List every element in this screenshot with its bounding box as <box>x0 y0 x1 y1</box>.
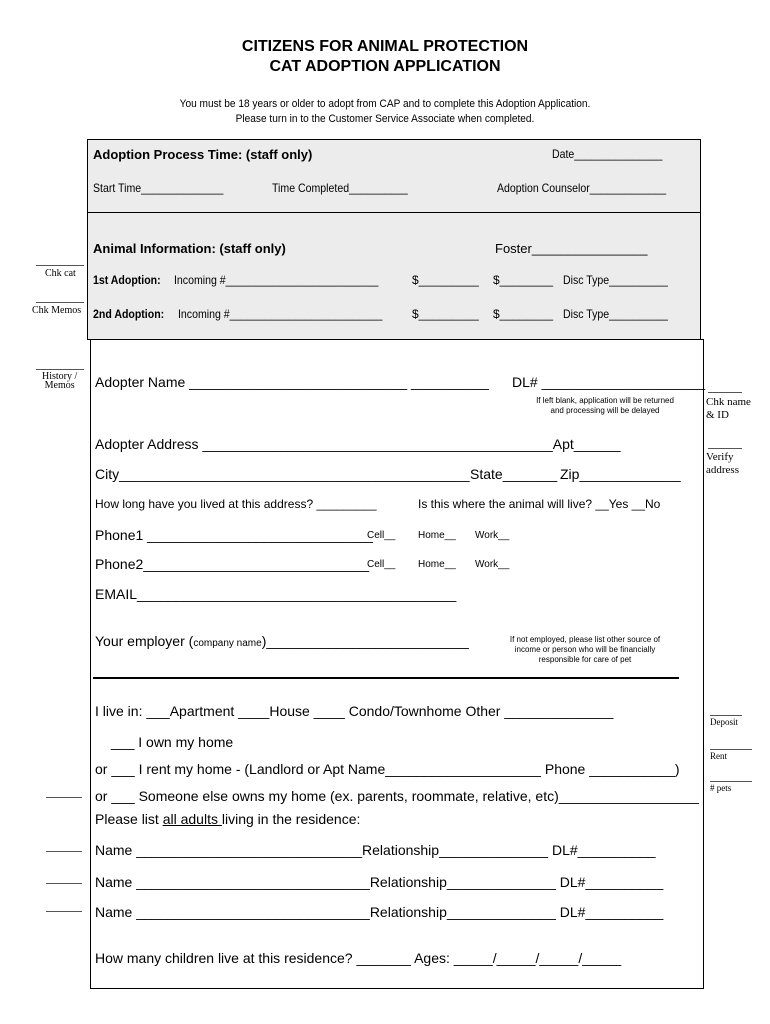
history-line <box>36 369 84 370</box>
phone2-work-option[interactable]: Work__ <box>475 559 510 570</box>
first-disc-type-field[interactable]: Disc Type__________ <box>563 273 668 287</box>
rent-home-option[interactable]: or ___ I rent my home - (Landlord or Apt Name____________________ Phone ___________) <box>95 761 680 777</box>
how-long-field[interactable]: How long have you lived at this address? _________ <box>95 497 377 511</box>
phone1-home-option[interactable]: Home__ <box>418 530 456 541</box>
resident-3-check-line <box>46 911 82 912</box>
animal-live-here-question[interactable]: Is this where the animal will live? __Yes __No <box>418 497 661 511</box>
phone1-field[interactable]: Phone1 _____________________________ <box>95 527 373 543</box>
adopter-name-field[interactable]: Adopter Name ____________________________ __________ <box>95 374 489 390</box>
first-adoption-label: 1st Adoption: <box>93 273 161 287</box>
first-amount2-field[interactable]: $________ <box>493 273 554 287</box>
chk-cat-line <box>36 265 84 266</box>
email-field[interactable]: EMAIL_________________________________________ <box>95 586 457 602</box>
chk-memos-note: Chk Memos <box>32 305 82 316</box>
someone-else-owns-option[interactable]: or ___ Someone else owns my home (ex. parents, roommate, relative, etc)__________________ <box>95 788 699 804</box>
first-amount-field[interactable]: $_________ <box>412 273 479 287</box>
phone1-cell-option[interactable]: Cell__ <box>367 530 396 541</box>
second-incoming-field[interactable]: Incoming #__________________________ <box>178 307 383 321</box>
phone2-cell-option[interactable]: Cell__ <box>367 559 396 570</box>
chk-memos-line <box>36 302 84 303</box>
form-title: CITIZENS FOR ANIMAL PROTECTION <box>241 38 529 55</box>
history-memos-note: History / Memos <box>42 371 78 391</box>
second-amount-field[interactable]: $_________ <box>412 307 479 321</box>
adopter-address-field[interactable]: Adopter Address _____________________________________________Apt______ <box>95 436 621 452</box>
turn-in-note: Please turn in to the Customer Service Associate when completed. <box>235 113 535 125</box>
second-adoption-label: 2nd Adoption: <box>93 307 165 321</box>
children-count-field[interactable]: How many children live at this residence? _______ Ages: _____/_____/_____/_____ <box>95 950 622 966</box>
employer-note: If not employed, please list other source of income or person who will be financially responsible for care of pet <box>509 635 661 664</box>
someone-else-check-line <box>46 797 82 798</box>
rent-line <box>710 749 752 750</box>
second-amount2-field[interactable]: $________ <box>493 307 554 321</box>
verify-address-line <box>708 448 742 449</box>
process-heading: Adoption Process Time: (staff only) <box>93 147 313 162</box>
dl-field[interactable]: DL# _____________________ <box>512 374 706 390</box>
employer-field[interactable]: Your employer (company name)__________________________ <box>95 633 469 649</box>
residence-type-options[interactable]: I live in: ___Apartment ____House ____ Condo/Townhome Other ______________ <box>95 703 614 719</box>
deposit-line <box>710 715 742 716</box>
time-completed-field[interactable]: Time Completed__________ <box>272 181 408 195</box>
city-field[interactable]: City_____________________________________________ <box>95 466 470 482</box>
resident-3-row[interactable]: Name ______________________________Relationship______________ DL#__________ <box>95 904 664 920</box>
chk-name-line <box>708 392 742 393</box>
own-home-option[interactable]: ___ I own my home <box>111 734 234 750</box>
deposit-note: Deposit <box>710 717 738 727</box>
pets-count-note: # pets <box>710 783 732 793</box>
animal-heading: Animal Information: (staff only) <box>93 241 286 256</box>
dl-note: If left blank, application will be returned and processing will be delayed <box>536 396 674 415</box>
phone2-home-option[interactable]: Home__ <box>418 559 456 570</box>
state-field[interactable]: State_______ <box>470 466 558 482</box>
foster-field[interactable]: Foster________________ <box>495 241 648 256</box>
second-disc-type-field[interactable]: Disc Type__________ <box>563 307 668 321</box>
section-divider <box>93 677 679 679</box>
start-time-field[interactable]: Start Time______________ <box>93 181 224 195</box>
resident-1-check-line <box>46 851 82 852</box>
resident-2-check-line <box>46 883 82 884</box>
resident-1-row[interactable]: Name _____________________________Relationship______________ DL#__________ <box>95 842 656 858</box>
verify-address-note: Verify address <box>706 451 739 476</box>
chk-cat-note: Chk cat <box>45 268 76 279</box>
rent-note: Rent <box>710 751 727 761</box>
form-subtitle: CAT ADOPTION APPLICATION <box>269 58 501 75</box>
first-incoming-field[interactable]: Incoming #__________________________ <box>174 273 379 287</box>
pets-line <box>710 781 752 782</box>
zip-field[interactable]: Zip_____________ <box>560 466 681 482</box>
adoption-counselor-field[interactable]: Adoption Counselor_____________ <box>497 181 667 195</box>
age-requirement-note: You must be 18 years or older to adopt from CAP and to complete this Adoption Application. <box>179 98 591 110</box>
resident-2-row[interactable]: Name ______________________________Relationship______________ DL#__________ <box>95 874 664 890</box>
phone1-work-option[interactable]: Work__ <box>475 530 510 541</box>
process-date-field[interactable]: Date_______________ <box>552 147 663 161</box>
phone2-field[interactable]: Phone2_____________________________ <box>95 556 370 572</box>
list-adults-instruction: Please list all adults living in the residence: <box>95 811 361 827</box>
chk-name-id-note: Chk name & ID <box>706 396 751 421</box>
